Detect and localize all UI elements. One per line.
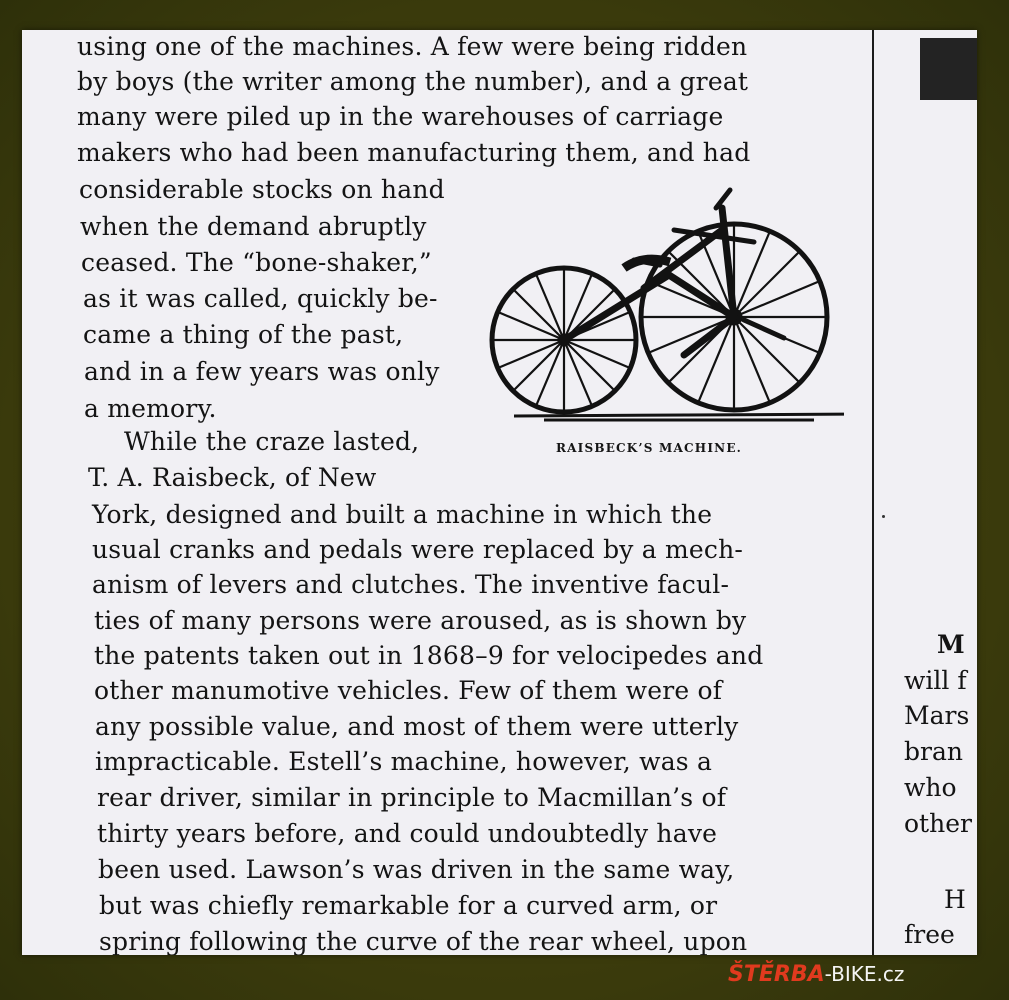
text-line: many were piled up in the warehouses of carriage: [77, 102, 724, 131]
text-line: rear driver, similar in principle to Macmillan’s of: [97, 783, 727, 812]
text-line: thirty years before, and could undoubtedly have: [97, 819, 718, 848]
text-line: ceased. The “bone-shaker,”: [81, 248, 432, 277]
velocipede-illustration: [484, 170, 844, 430]
text-line: by boys (the writer among the number), and a great: [77, 67, 749, 96]
text-line: been used. Lawson’s was driven in the same way,: [98, 855, 735, 884]
site-watermark: [728, 962, 904, 987]
right-column-text: Mars: [904, 701, 970, 730]
right-column-text: H: [944, 885, 966, 914]
text-line: considerable stocks on hand: [79, 175, 445, 204]
scanned-page: [22, 30, 977, 955]
column-divider: [872, 30, 874, 955]
text-line: anism of levers and clutches. The inventive facul-: [92, 570, 730, 599]
watermark-brand: ŠTĚRBA: [728, 962, 825, 987]
right-column-text: bran: [904, 737, 963, 766]
text-line: using one of the machines. A few were being ridden: [77, 32, 748, 61]
right-column-text: will f: [904, 666, 967, 695]
text-line: other manumotive vehicles. Few of them were of: [94, 676, 723, 705]
ink-speck: [882, 515, 885, 518]
ground-shadow: [514, 414, 844, 420]
text-line: but was chiefly remarkable for a curved arm, or: [99, 891, 718, 920]
text-line: makers who had been manufacturing them, and had: [77, 138, 751, 167]
figure-caption: RAISBECK’S MACHINE.: [556, 441, 743, 455]
text-line: T. A. Raisbeck, of New: [88, 463, 377, 492]
text-line: when the demand abruptly: [80, 212, 427, 241]
text-line: any possible value, and most of them were utterly: [95, 712, 739, 741]
text-line: spring following the curve of the rear wheel, upon: [99, 927, 748, 955]
text-line: and in a few years was only: [84, 357, 440, 386]
text-line: usual cranks and pedals were replaced by a mech-: [92, 535, 744, 564]
watermark-suffix: -BIKE.cz: [824, 962, 905, 986]
text-line: York, designed and built a machine in which the: [92, 500, 713, 529]
right-column-text: who: [904, 773, 957, 802]
text-line: came a thing of the past,: [83, 320, 404, 349]
text-line: the patents taken out in 1868–9 for velocipedes and: [94, 641, 764, 670]
right-column-text: free: [904, 920, 955, 949]
right-column-text: M: [937, 630, 965, 659]
text-line: While the craze lasted,: [124, 427, 420, 456]
right-column-text: other: [904, 809, 972, 838]
dark-corner-block: [920, 38, 977, 100]
text-line: as it was called, quickly be-: [83, 284, 438, 313]
text-line: impracticable. Estell’s machine, however, was a: [95, 747, 713, 776]
text-line: ties of many persons were aroused, as is shown by: [94, 606, 747, 635]
text-line: a memory.: [84, 394, 217, 423]
